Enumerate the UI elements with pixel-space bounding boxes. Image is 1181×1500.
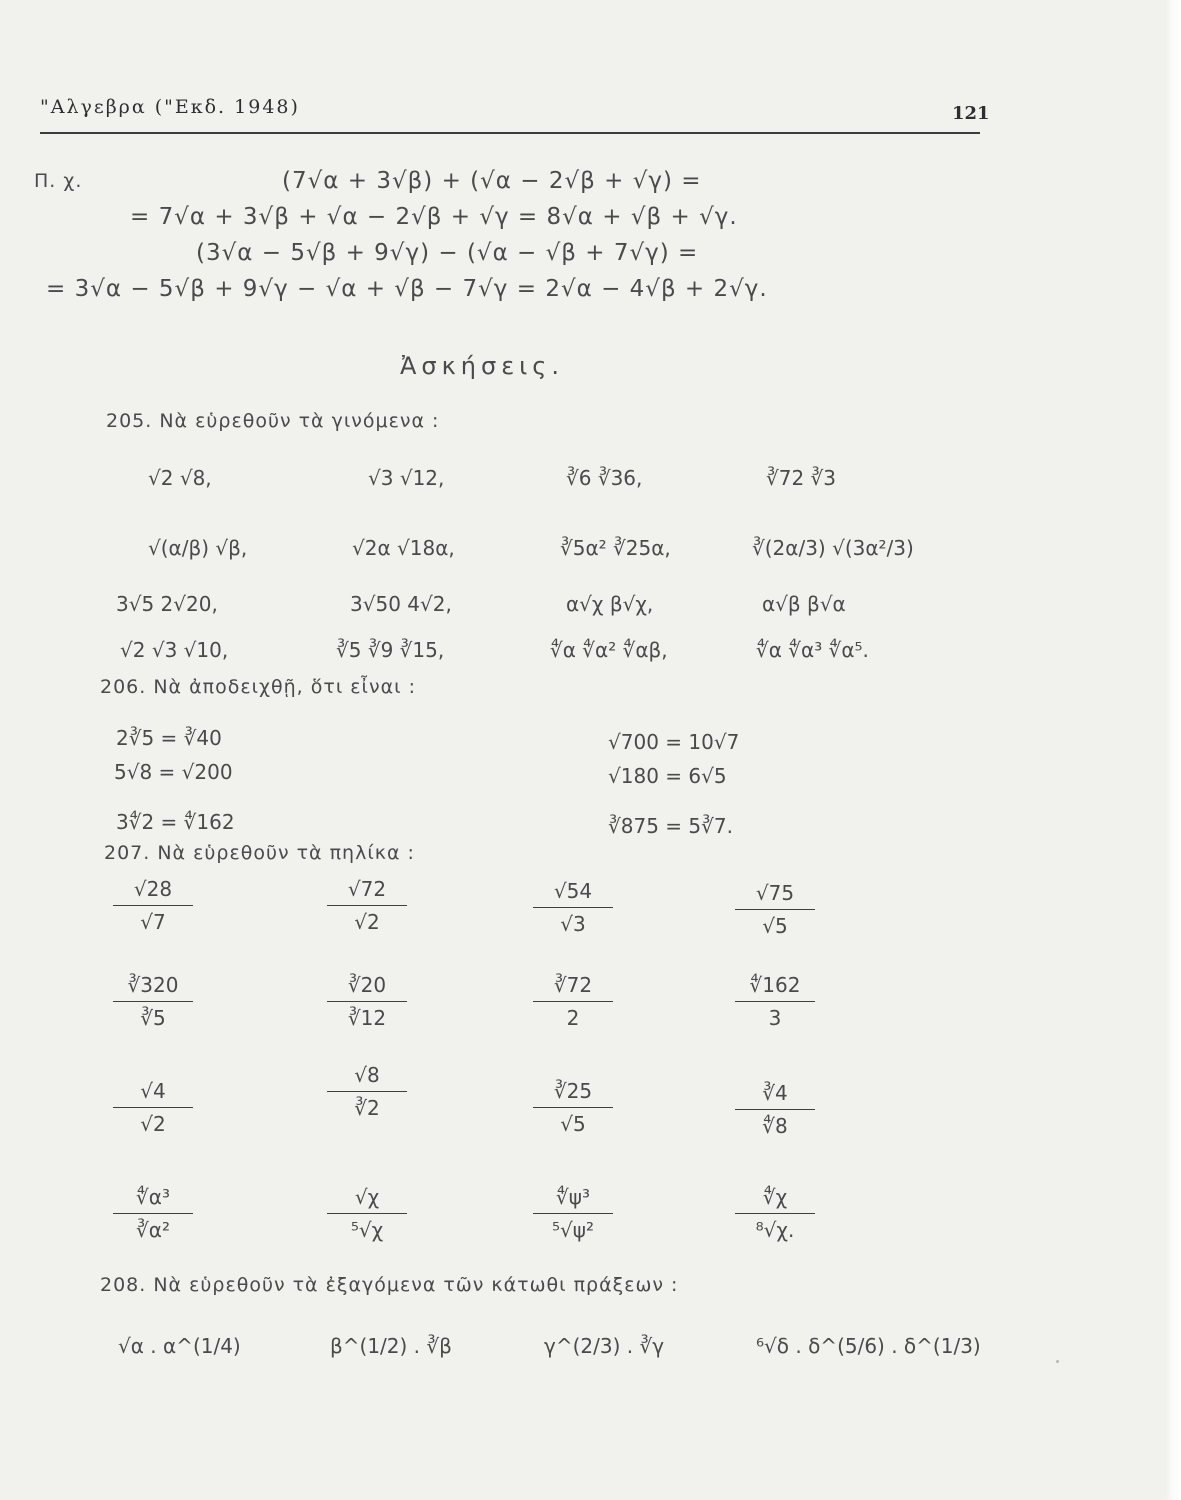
ex205-item: 3√50 4√2,	[350, 592, 452, 616]
exercise-206-label: 206. Νὰ ἀποδειχθῇ, ὅτι εἶναι :	[100, 676, 416, 698]
fraction-denominator: ⁵√ψ²	[552, 1218, 594, 1242]
section-heading: Ἀσκήσεις.	[400, 352, 565, 380]
ex205-item: ∛72 ∛3	[766, 466, 837, 490]
fraction-bar	[735, 1213, 815, 1214]
fraction-denominator: 2	[566, 1006, 580, 1030]
ex205-item: ∛5 ∛9 ∛15,	[336, 638, 445, 662]
example-line-4: = 3√α − 5√β + 9√γ − √α + √β − 7√γ = 2√α − 4√β + 2√γ.	[46, 276, 768, 302]
ex205-item: ∜α ∜α² ∜αβ,	[550, 638, 668, 662]
fraction-bar	[327, 1091, 407, 1092]
ex206-right-item: √180 = 6√5	[608, 764, 727, 788]
ex207-fraction	[735, 1080, 815, 1139]
ex206-left-item: 3∜2 = ∜162	[116, 810, 235, 834]
fraction-denominator: ∛2	[354, 1096, 380, 1120]
ex208-item: ⁶√δ . δ^(5/6) . δ^(1/3)	[756, 1334, 981, 1358]
header-rule	[40, 132, 980, 134]
fraction-numerator: ∜ψ³	[556, 1185, 590, 1209]
page-edge	[1166, 0, 1181, 1500]
fraction-numerator: √4	[140, 1079, 166, 1103]
example-line-2: = 7√α + 3√β + √α − 2√β + √γ = 8√α + √β + √γ.	[130, 204, 738, 230]
ex205-item: α√β β√α	[762, 592, 846, 616]
ex207-fraction	[533, 972, 613, 1031]
fraction-bar	[533, 1001, 613, 1002]
exercise-208-label: 208. Νὰ εὑρεθοῦν τὰ ἐξαγόμενα τῶν κάτωθι πράξεων :	[100, 1274, 679, 1296]
fraction-numerator: ∜χ	[762, 1185, 788, 1209]
fraction-denominator: √2	[140, 1112, 166, 1136]
fraction-numerator: ∜α³	[136, 1185, 170, 1209]
fraction-bar	[735, 909, 815, 910]
fraction-denominator: √7	[140, 910, 166, 934]
fraction-numerator: ∜162	[749, 973, 801, 997]
ex207-fraction	[113, 1078, 193, 1137]
ex207-fraction	[735, 972, 815, 1031]
fraction-bar	[327, 905, 407, 906]
fraction-bar	[735, 1001, 815, 1002]
ex205-item: ∛(2α/3) √(3α²/3)	[752, 536, 914, 560]
fraction-numerator: √8	[354, 1063, 380, 1087]
fraction-bar	[113, 1213, 193, 1214]
ex205-item: √3 √12,	[368, 466, 445, 490]
ex205-item: √2 √8,	[148, 466, 212, 490]
ex205-item: ∛6 ∛36,	[566, 466, 643, 490]
fraction-denominator: ∛α²	[136, 1218, 170, 1242]
ex208-item: γ^(2/3) . ∛γ	[544, 1334, 665, 1358]
fraction-numerator: ∛20	[347, 973, 387, 997]
fraction-numerator: √28	[133, 877, 173, 901]
paper-speck	[1056, 1360, 1059, 1363]
fraction-numerator: √75	[755, 881, 795, 905]
ex208-item: β^(1/2) . ∛β	[330, 1334, 452, 1358]
ex205-item: √2α √18α,	[352, 536, 455, 560]
ex207-fraction	[327, 972, 407, 1031]
ex207-fraction	[113, 1184, 193, 1243]
ex208-item: √α . α^(1/4)	[118, 1334, 241, 1358]
fraction-denominator: ⁵√χ	[350, 1218, 384, 1242]
ex206-left-item: 5√8 = √200	[114, 760, 233, 784]
exercise-207-label: 207. Νὰ εὑρεθοῦν τὰ πηλίκα :	[104, 842, 415, 864]
page-number: 121	[952, 103, 990, 124]
running-header: "Αλγεβρα ("Εκδ. 1948)	[40, 96, 300, 118]
exercise-205-label: 205. Νὰ εὑρεθοῦν τὰ γινόμενα :	[106, 410, 440, 432]
fraction-bar	[113, 1001, 193, 1002]
fraction-numerator: ∛72	[553, 973, 593, 997]
ex207-fraction	[113, 972, 193, 1031]
ex207-fraction	[533, 878, 613, 937]
ex207-fraction	[113, 876, 193, 935]
fraction-denominator: ∛12	[347, 1006, 387, 1030]
example-line-1: (7√α + 3√β) + (√α − 2√β + √γ) =	[282, 168, 702, 194]
fraction-bar	[327, 1213, 407, 1214]
fraction-denominator: ∜8	[762, 1114, 788, 1138]
ex207-fraction	[533, 1184, 613, 1243]
fraction-denominator: √2	[354, 910, 380, 934]
fraction-denominator: ∛5	[140, 1006, 166, 1030]
fraction-numerator: ∛4	[762, 1081, 788, 1105]
fraction-denominator: √3	[560, 912, 586, 936]
fraction-numerator: ∛25	[553, 1079, 593, 1103]
ex207-fraction	[735, 880, 815, 939]
fraction-denominator: ⁸√χ.	[755, 1218, 795, 1242]
fraction-bar	[533, 1213, 613, 1214]
ex206-right-item: ∛875 = 5∛7.	[608, 814, 733, 838]
fraction-denominator: 3	[768, 1006, 782, 1030]
fraction-bar	[113, 1107, 193, 1108]
ex207-fraction	[327, 876, 407, 935]
fraction-bar	[533, 1107, 613, 1108]
ex205-item: √2 √3 √10,	[120, 638, 229, 662]
ex206-right-item: √700 = 10√7	[608, 730, 740, 754]
example-line-3: (3√α − 5√β + 9√γ) − (√α − √β + 7√γ) =	[196, 240, 699, 266]
ex205-item: α√χ β√χ,	[566, 592, 654, 616]
fraction-denominator: √5	[560, 1112, 586, 1136]
fraction-denominator: √5	[762, 914, 788, 938]
ex205-item: ∛5α² ∛25α,	[560, 536, 671, 560]
fraction-numerator: √54	[553, 879, 593, 903]
fraction-numerator: √72	[347, 877, 387, 901]
fraction-numerator: ∛320	[127, 973, 179, 997]
ex206-left-item: 2∛5 = ∛40	[116, 726, 222, 750]
example-label: Π. χ.	[34, 170, 83, 192]
fraction-bar	[327, 1001, 407, 1002]
ex205-item: ∜α ∜α³ ∜α⁵.	[756, 638, 869, 662]
fraction-numerator: √χ	[354, 1185, 380, 1209]
fraction-bar	[735, 1109, 815, 1110]
ex207-fraction	[533, 1078, 613, 1137]
fraction-bar	[533, 907, 613, 908]
ex207-fraction	[327, 1062, 407, 1121]
fraction-bar	[113, 905, 193, 906]
ex205-item: 3√5 2√20,	[116, 592, 218, 616]
ex207-fraction	[735, 1184, 815, 1243]
ex205-item: √(α/β) √β,	[148, 536, 248, 560]
ex207-fraction	[327, 1184, 407, 1243]
